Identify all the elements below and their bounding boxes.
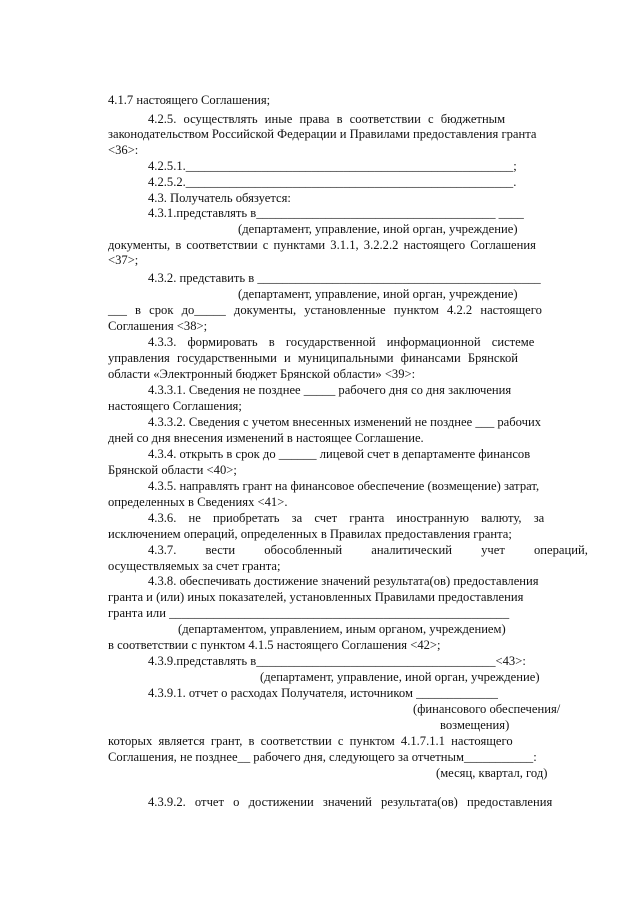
text-line [0,366,640,382]
caption-text: (месяц, квартал, год) [436,766,548,780]
line-text: 4.3.5. направлять грант на финансовое обеспечение (возмещение) затрат, [148,479,540,493]
line-text: 4.3.3. формировать в государственной информационной системе [148,335,535,349]
line-text: 4.3.3.2. Сведения с учетом внесенных изменений не позднее ___ рабочих [148,415,542,429]
clause-4-3-3 [0,334,640,350]
clause-4-3-8 [0,573,640,589]
text-line [0,92,640,108]
text-line [0,558,640,574]
line-text: 4.2.5.1.____________________________________________________; [148,159,517,173]
caption [0,669,640,685]
line-text: ___ в срок до_____ документы, установленные пунктом 4.2.2 настоящего [108,303,542,317]
line-text: в соответствии с пунктом 4.1.5 настоящего Соглашения <42>; [108,638,441,652]
line-text: 4.2.5.2.____________________________________________________. [148,175,517,189]
line-text: <37>; [108,253,139,267]
clause-4-2-5-1 [0,158,640,174]
line-text: 4.3. Получатель обязуется: [148,191,291,205]
line-text: исключением операций, определенных в Правилах предоставления гранта; [108,527,512,541]
line-text: осуществляемых за счет гранта; [108,559,281,573]
clause-4-3-1 [0,205,640,221]
line-text: документы, в соответствии с пунктами 3.1.1, 3.2.2.2 настоящего Соглашения [108,238,536,252]
caption [0,717,640,733]
line-text: области «Электронный бюджет Брянской области» <39>: [108,367,416,381]
line-text: гранта и (или) иных показателей, установленных Правилами предоставления [108,590,524,604]
clause-4-3-9 [0,653,640,669]
text-line [0,733,640,749]
line-text: управления государственными и муниципальными финансами Брянской [108,351,518,365]
text-line [0,126,640,142]
caption-text: (департамент, управление, иной орган, учреждение) [260,670,540,684]
clause-4-3-9-2 [0,794,640,810]
caption [0,286,640,302]
clause-4-3-5 [0,478,640,494]
line-text: <36>: [108,143,139,157]
caption-text: (департамент, управление, иной орган, учреждение) [238,287,518,301]
text-line [0,637,640,653]
text-line [0,494,640,510]
line-text: дней со дня внесения изменений в настоящее Соглашение. [108,431,424,445]
caption [0,621,640,637]
caption-text: возмещения) [440,718,510,732]
clause-4-3-6 [0,510,640,526]
line-text: 4.3.7. вести обособленный аналитический учет операций, [148,543,588,557]
line-text: 4.3.4. открыть в срок до ______ лицевой счет в департаменте финансов [148,447,531,461]
line-text: 4.3.2. представить в _____________________________________________ [148,271,541,285]
text-line [0,302,640,318]
line-text: которых является грант, в соответствии с пунктом 4.1.7.1.1 настоящего [108,734,513,748]
clause-4-3-3-2 [0,414,640,430]
line-text: Соглашения, не позднее__ рабочего дня, следующего за отчетным___________: [108,750,537,764]
caption-text: (департамент, управление, иной орган, учреждение) [238,222,518,236]
line-text: настоящего Соглашения; [108,399,242,413]
line-text: гранта или ______________________________________________________ [108,606,510,620]
line-text: 4.2.5. осуществлять иные права в соответствии с бюджетным [148,112,506,126]
clause-4-2-5 [0,111,640,127]
caption-text: (финансового обеспечения/ [413,702,561,716]
text-line [0,237,640,253]
text-line [0,462,640,478]
text-line [0,605,640,621]
text-line [0,142,640,158]
line-text: 4.3.9.2. отчет о достижении значений результата(ов) предоставления [148,795,553,809]
caption-text: (департаментом, управлением, иным органом, учреждением) [178,622,506,636]
line-text: 4.3.8. обеспечивать достижение значений результата(ов) предоставления [148,574,539,588]
line-text: 4.3.1.представлять в______________________________________ ____ [148,206,524,220]
line-text: 4.1.7 настоящего Соглашения; [108,93,271,107]
line-text: 4.3.6. не приобретать за счет гранта иностранную валюту, за [148,511,545,525]
clause-4-2-5-2 [0,174,640,190]
text-line [0,398,640,414]
line-text: 4.3.9.представлять в______________________________________<43>: [148,654,526,668]
clause-4-3-9-1 [0,685,640,701]
clause-4-3-4 [0,446,640,462]
text-line [0,526,640,542]
line-text: Брянской области <40>; [108,463,237,477]
line-text: 4.3.9.1. отчет о расходах Получателя, источником _____________ [148,686,498,700]
line-text: Соглашения <38>; [108,319,208,333]
caption [0,701,640,717]
line-text: определенных в Сведениях <41>. [108,495,288,509]
caption [0,221,640,237]
text-line [0,589,640,605]
text-line [0,749,640,765]
text-line [0,252,640,268]
clause-4-3-7 [0,542,640,558]
clause-4-3 [0,190,640,206]
clause-4-3-3-1 [0,382,640,398]
line-text: 4.3.3.1. Сведения не позднее _____ рабочего дня со дня заключения [148,383,512,397]
clause-4-3-2 [0,270,640,286]
text-line [0,350,640,366]
caption [0,765,640,781]
text-line [0,430,640,446]
text-line [0,318,640,334]
line-text: законодательством Российской Федерации и Правилами предоставления гранта [108,127,537,141]
